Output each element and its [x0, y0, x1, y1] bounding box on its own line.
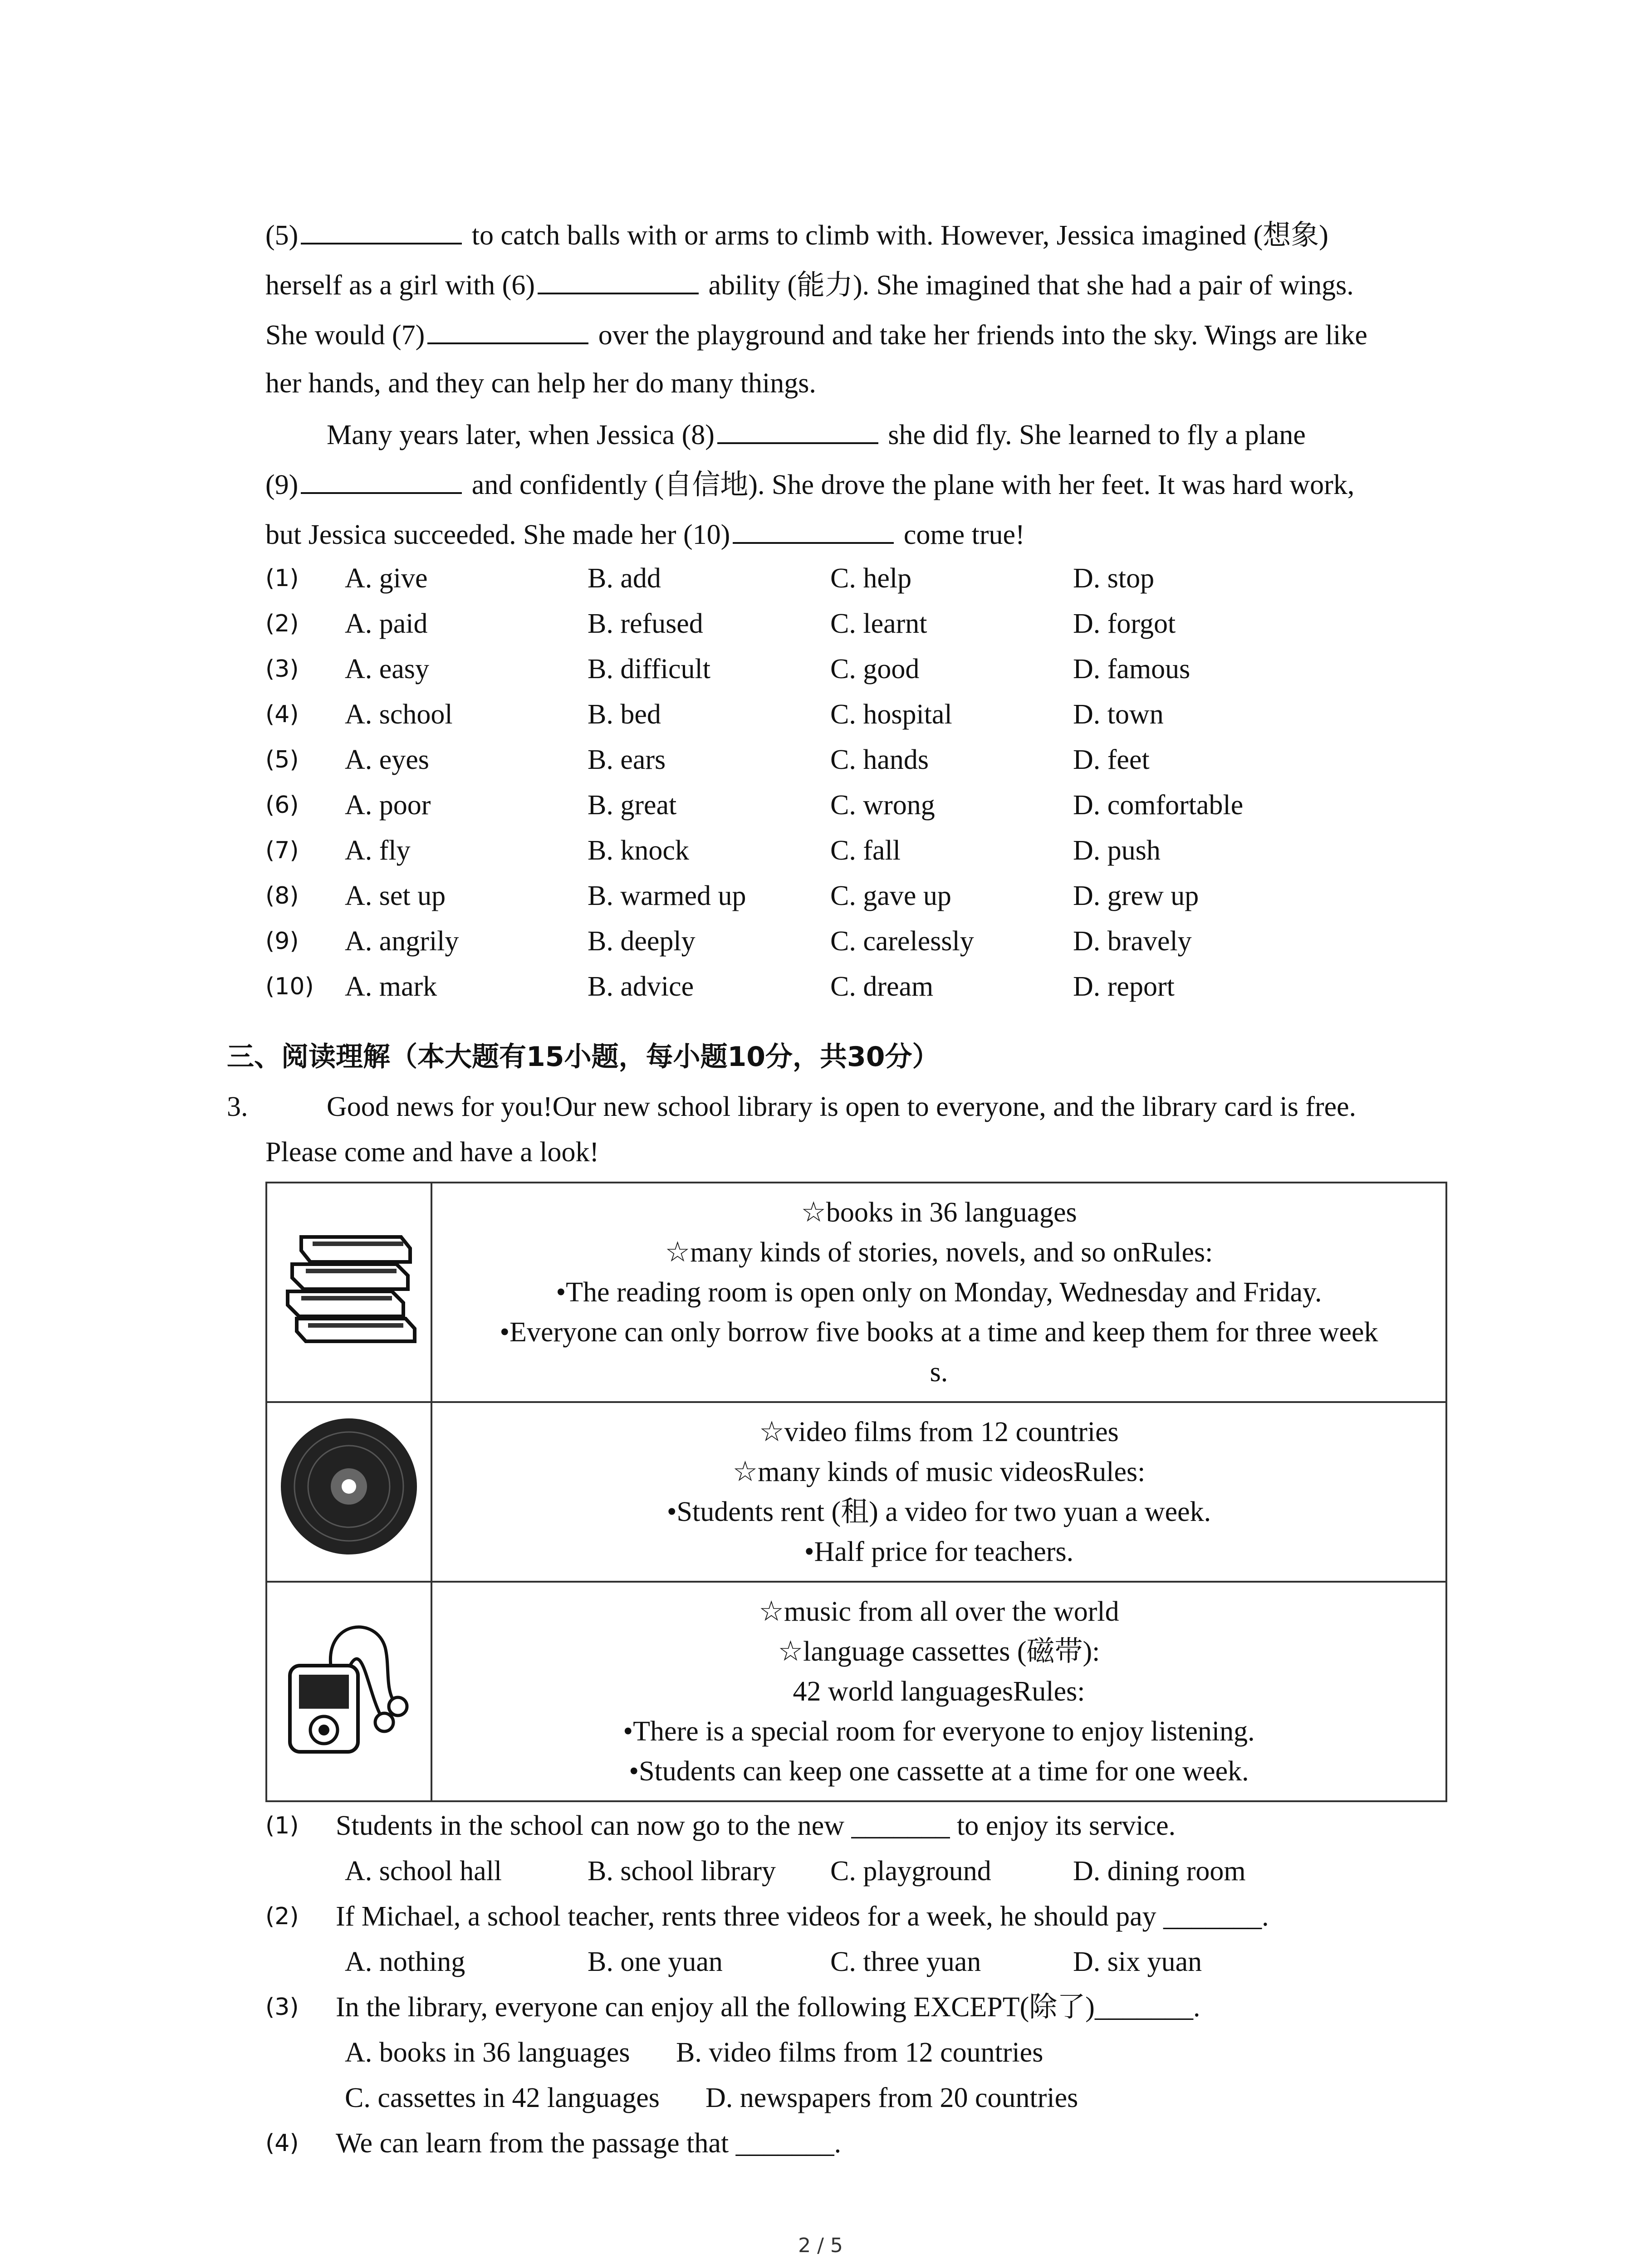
passage-line-2: herself as a girl with (6) ability (能力). She imagined that she had a pair of wings.	[265, 265, 1354, 303]
q3-option-d[interactable]: D. newspapers from 20 countries	[705, 2082, 1078, 2113]
passage-line-6: (9) and confidently (自信地). She drove the plane with her feet. It was hard work,	[265, 465, 1354, 503]
option-c[interactable]: C. learnt	[830, 608, 927, 639]
page-number: 2 / 5	[798, 2234, 843, 2257]
q2-option-d[interactable]: D. six yuan	[1073, 1946, 1202, 1977]
video-rules-cell: ☆video films from 12 countries ☆many kinds of music videosRules: •Students rent (租) a video for two yuan a week. •Half price for teachers.	[431, 1402, 1446, 1582]
books-icon	[266, 1183, 431, 1402]
q3-option-b[interactable]: B. video films from 12 countries	[676, 2037, 1043, 2068]
option-c[interactable]: C. hospital	[830, 699, 952, 730]
disc-icon	[276, 1414, 421, 1559]
passage-line-1: (5) to catch balls with or arms to climb with. However, Jessica imagined (想象)	[265, 215, 1328, 254]
option-a[interactable]: A. eyes	[345, 744, 429, 775]
option-b[interactable]: B. advice	[588, 971, 694, 1002]
option-d[interactable]: D. forgot	[1073, 608, 1176, 639]
books-rules-cell: ☆books in 36 languages ☆many kinds of stories, novels, and so onRules: •The reading room is open only on Monday, Wednesday and Friday. •Everyone can only borrow five books at a time and keep them for three week s.	[431, 1183, 1446, 1402]
option-b[interactable]: B. bed	[588, 699, 661, 730]
q3-intro-line-1: Good news for you!Our new school library is open to everyone, and the library card is free.	[327, 1091, 1357, 1122]
option-d[interactable]: D. grew up	[1073, 880, 1199, 911]
option-b[interactable]: B. deeply	[588, 926, 696, 957]
option-c[interactable]: C. hands	[830, 744, 929, 775]
q1-option-b[interactable]: B. school library	[588, 1856, 776, 1887]
section-title: 三、阅读理解（本大题有15小题，每小题10分，共30分）	[227, 1041, 940, 1073]
passage-line-4: her hands, and they can help her do many things.	[265, 368, 816, 399]
option-a[interactable]: A. angrily	[345, 926, 459, 957]
option-b[interactable]: B. ears	[588, 744, 666, 775]
option-b[interactable]: B. difficult	[588, 654, 710, 684]
option-a[interactable]: A. paid	[345, 608, 428, 639]
option-a[interactable]: A. school	[345, 699, 453, 730]
option-d[interactable]: D. stop	[1073, 563, 1155, 594]
books-icon	[274, 1228, 424, 1346]
option-a[interactable]: A. poor	[345, 790, 431, 821]
blank-9[interactable]	[301, 465, 462, 494]
music-player-icon	[266, 1582, 431, 1801]
blank-10[interactable]	[733, 515, 894, 544]
table-row	[266, 1582, 1446, 1801]
music-player-icon	[276, 1611, 421, 1761]
option-a[interactable]: A. easy	[345, 654, 429, 684]
option-b[interactable]: B. great	[588, 790, 677, 821]
option-d[interactable]: D. feet	[1073, 744, 1150, 775]
q2-option-c[interactable]: C. three yuan	[830, 1946, 981, 1977]
q1-option-d[interactable]: D. dining room	[1073, 1856, 1246, 1887]
option-d[interactable]: D. comfortable	[1073, 790, 1244, 821]
q2-option-a[interactable]: A. nothing	[345, 1946, 465, 1977]
blank-8[interactable]	[717, 415, 878, 444]
blank-6[interactable]	[538, 265, 699, 294]
option-d[interactable]: D. town	[1073, 699, 1164, 730]
option-a[interactable]: A. give	[345, 563, 428, 594]
option-d[interactable]: D. push	[1073, 835, 1161, 866]
library-table	[265, 1182, 1447, 1802]
option-c[interactable]: C. fall	[830, 835, 901, 866]
option-c[interactable]: C. wrong	[830, 790, 935, 821]
passage-line-5: Many years later, when Jessica (8) she did fly. She learned to fly a plane	[327, 415, 1306, 453]
option-c[interactable]: C. good	[830, 654, 920, 684]
passage-line-7: but Jessica succeeded. She made her (10) come true!	[265, 515, 1025, 553]
option-d[interactable]: D. report	[1073, 971, 1175, 1002]
q3-option-a[interactable]: A. books in 36 languages	[345, 2037, 630, 2068]
q3-option-c[interactable]: C. cassettes in 42 languages	[345, 2082, 660, 2113]
option-b[interactable]: B. refused	[588, 608, 703, 639]
option-a[interactable]: A. set up	[345, 880, 446, 911]
option-b[interactable]: B. knock	[588, 835, 689, 866]
disc-icon	[266, 1402, 431, 1582]
option-c[interactable]: C. gave up	[830, 880, 951, 911]
blank-7[interactable]	[427, 315, 588, 344]
option-b[interactable]: B. warmed up	[588, 880, 746, 911]
option-a[interactable]: A. mark	[345, 971, 437, 1002]
question-number: 3.	[227, 1091, 248, 1122]
option-c[interactable]: C. help	[830, 563, 912, 594]
blank-5[interactable]	[301, 215, 462, 244]
option-c[interactable]: C. dream	[830, 971, 934, 1002]
table-row	[266, 1183, 1446, 1402]
music-rules-cell: ☆music from all over the world ☆language cassettes (磁带): 42 world languagesRules: •There is a special room for everyone to enjoy listening. •Students can keep one cassette at a time for one week.	[431, 1582, 1446, 1801]
table-row	[266, 1402, 1446, 1582]
option-b[interactable]: B. add	[588, 563, 661, 594]
q1-option-a[interactable]: A. school hall	[345, 1856, 502, 1887]
q1-option-c[interactable]: C. playground	[830, 1856, 991, 1887]
option-d[interactable]: D. famous	[1073, 654, 1190, 684]
q3-intro-line-2: Please come and have a look!	[265, 1137, 599, 1168]
q2-option-b[interactable]: B. one yuan	[588, 1946, 723, 1977]
option-c[interactable]: C. carelessly	[830, 926, 974, 957]
option-a[interactable]: A. fly	[345, 835, 411, 866]
option-d[interactable]: D. bravely	[1073, 926, 1192, 957]
passage-line-3: She would (7) over the playground and take her friends into the sky. Wings are like	[265, 315, 1367, 353]
exam-page: (5) to catch balls with or arms to climb with. However, Jessica imagined (想象) herself as a girl with (6) ability (能力). She imagined that she had a pair of wings. She would (7) over the playground and take her friends into the sky. Wings are like her hands, and they can help her do many things. Many years later, when Jessica (8) she did fly. She learned to fly a plane (9) and confidently (自信地). She drove the plane with her feet. It was hard work, but Jessica succeeded. She made her (10) come true! (1) A. give B. add C. help D. stop (2) A. paid B. refused C. learnt D. forgot (3) A. easy B. difficult C. good D. famous (4) A. school B. bed C. hospital D. town (5) A. eyes B. ears C. hands D. feet (6) A. poor B. great C. wrong D. comfortable (7) A. fly B. knock C. fall D. push (8) A. set up B. warmed up C. gave up D. grew up (9) A. angrily B. deeply C. carelessly D. bravely (10) A. mark B. advice C. dream D. report 三、阅读理解（本大题有15小题，每小题10分，共30分） 3. Good news for you!Our new school library is open to everyone, and the library card is free. Please come and have a look! ☆books in 36 languages ☆many kinds of stories, novels, and so onRules: •The reading room is open only on Monday, Wednesday and Friday. •Everyone can only borrow five books at a time and keep them for three week s. ☆video films from 12 countries ☆many kinds of music videosRules: •Students rent (租) a video for two yuan a week. •Half price for teachers. ☆music from all over the world ☆language cassettes (磁带): 42 world languagesRules: •There is a special room for everyone to enjoy listening. •Students can keep one cassette at a time for one week. (1) Students in the school can now go to the new _______ to enjoy its service. A. school hall B. school library C. playground D. dining room (2) If Michael, a school teacher, rents three videos for a week, he should pay _______. A. nothing B. one yuan C. three yuan D. six yuan (3) In the library, everyone can enjoy all the following EXCEPT(除了)_______. A. books in 36 languages B. video films from 12 countries C. cassettes in 42 languages D. newspapers from 20 countries (4) We can learn from the passage that _______. 2 / 5	[0, 0, 1641, 2268]
